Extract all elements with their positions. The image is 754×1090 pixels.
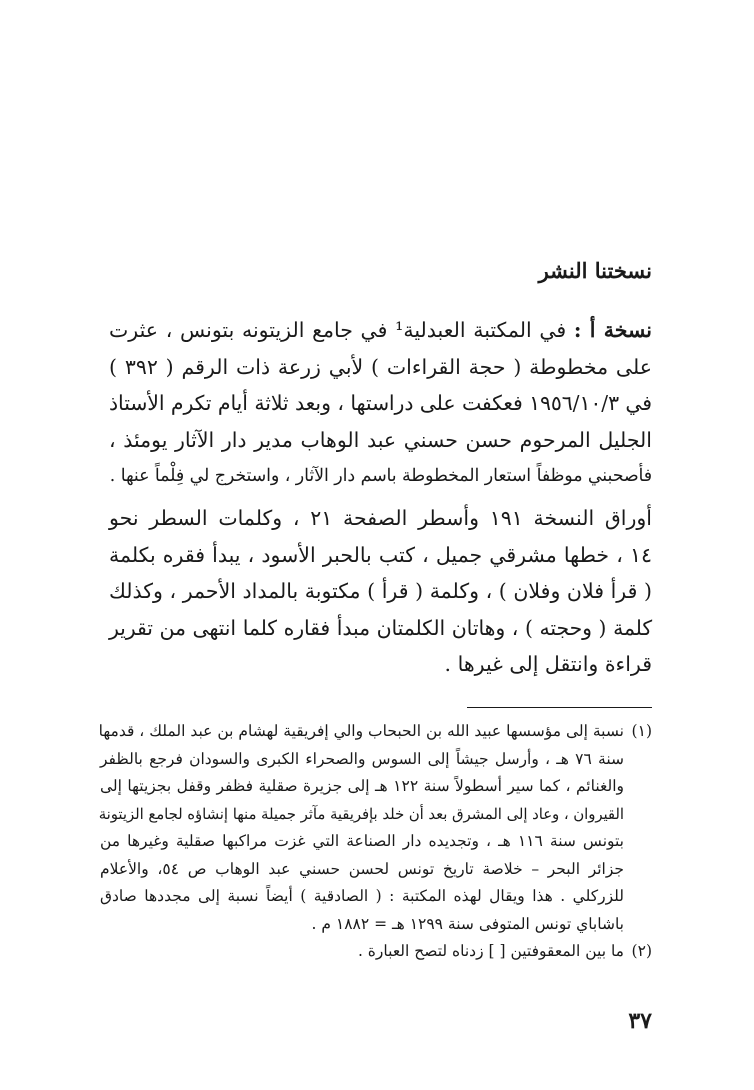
footnote-line: القيروان ، وعاد إلى المشرق بعد أن خلد بإفريقية مآثر جميلة منها إنشاؤه لجامع الزيتونة [98,805,624,823]
paragraph-line: ١٤ ، خطها مشرقي جميل ، كتب بالحبر الأسود ، يبدأ فقره بكلمة [109,542,652,567]
paragraph-line: في ١٩٥٦/١٠/٣ فعكفت على دراستها ، وبعد ثلاثة أيام تكرم الأستاذ [109,391,652,415]
footnote-line [100,938,652,966]
footnotes [100,718,652,966]
footnote-divider [467,707,652,708]
paragraph-line: قراءة وانتقل إلى غيرها . [444,652,652,676]
page-number: ٣٧ [628,1008,652,1034]
paragraph-manuscript-a [109,312,652,495]
paragraph-line: أوراق النسخة ١٩١ وأسطر الصفحة ٢١ ، وكلمات السطر نحو [109,506,652,530]
paragraph-line-text: في المكتبة العبدلية¹ في جامع الزيتونه بتونس ، عثرت [109,318,567,342]
footnote-line-text: ما بين المعقوفتين [ ] زدناه لتصح العبارة . [357,942,624,960]
paragraph-line: كلمة ( وحجته ) ، وهاتان الكلمتان مبدأ فقاره كلما انتهى من تقرير [109,615,652,640]
footnote-line: باشاباي تونس المتوفى سنة ١٢٩٩ هـ = ١٨٨٢ م . [311,914,624,933]
footnote-line: سنة ٧٦ هـ ، وأرسل جيشاً إلى السوس والصحراء الكبرى والسودان فرجع بالظفر [100,749,624,768]
section-heading: نسختنا النشر [538,258,652,283]
footnote-line [100,718,652,746]
paragraph-line: الجليل المرحوم حسن حسني عبد الوهاب مدير دار الآثار يومئذ ، [109,427,652,452]
footnote-2 [100,938,652,966]
footnote-line: للزركلي . هذا ويقال لهذه المكتبة : ( الصادقية ) أيضاً نسبة إلى مجددها صادق [100,887,624,905]
paragraph-line: على مخطوطة ( حجة القراءات ) لأبي زرعة ذات الرقم ( ٣٩٢ ) [109,354,652,379]
paragraph-line: فأصحبني موظفاً استعار المخطوطة باسم دار الآثار ، واستخرج لي فِلْماً عنها . [109,466,652,486]
footnote-1 [100,718,652,938]
footnote-marker: (١) [631,722,652,740]
paragraph-line [109,312,652,349]
manuscript-label: نسخة أ : [573,318,652,342]
footnote-line: بتونس سنة ١١٦ هـ ، وتجديده دار الصناعة التي غزت مراكبها صقلية وغيرها من [100,832,625,850]
footnote-marker: (٢) [631,942,652,960]
footnote-line: جزائر البحر – خلاصة تاريخ تونس لحسن حسني عبد الوهاب ص ٥٤، والأعلام [100,859,624,878]
paragraph-line: ( قرأ فلان وفلان ) ، وكلمة ( قرأ ) مكتوبة بالمداد الأحمر ، وكذلك [109,579,652,603]
footnote-line: والغنائم ، كما سير أسطولاً سنة ١٢٢ هـ إلى جزيرة صقلية فظفر وقفل بجزيتها إلى [100,777,624,795]
footnote-line-text: نسبة إلى مؤسسها عبيد الله بن الحبحاب والي إفريقية لهشام بن عبد الملك ، قدمها [98,722,624,740]
paragraph-manuscript-description [109,500,652,683]
